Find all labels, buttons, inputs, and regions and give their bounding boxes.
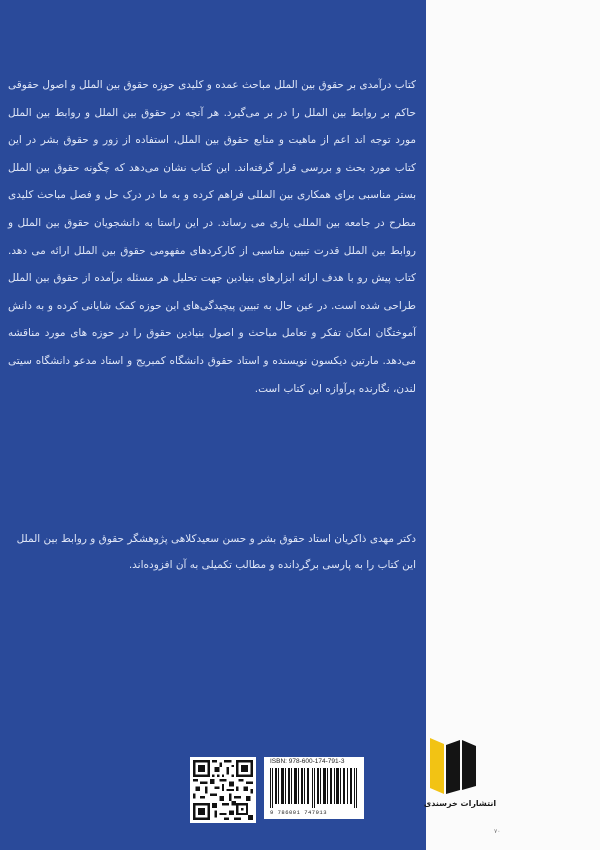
barcode-digits: 9 786001 747913 xyxy=(270,809,328,816)
page-mark: ۷۰ xyxy=(494,828,501,835)
isbn-label: ISBN: 978-600-174-791-3 xyxy=(270,758,345,765)
publisher-name: انتشارات خرسندی xyxy=(423,799,497,808)
barcode-bars xyxy=(270,768,358,808)
qr-code xyxy=(190,757,256,823)
book-description: کتاب درآمدی بر حقوق بین الملل مباحث عمده و کلیدی حوزه حقوق بین الملل و اصول حقوقی حاکم بر روابط بین الملل را در بر می‌گیرد. هر آنچه در حقوق بین الملل و روابط بین الملل مورد توجه اند اعم از ماهیت و منابع حقوق بین الملل، استفاده از زور و حقوق بشر در این کتاب مورد بحث و بررسی قرار گرفته‌اند. این کتاب نشان می‌دهد که چگونه حقوق بین الملل بستر مناسبی برای همکاری بین المللی فراهم کرده و به ما در درک حل و فصل مباحث کلیدی مطرح در جامعه بین المللی یاری می رساند. در این راستا به دانشجویان حقوق بین الملل و روابط بین الملل قدرت تبیین مناسبی از کارکردهای مفهومی حقوق بین الملل ارائه می دهد. کتاب پیش رو با هدف ارائه ابزارهای بنیادین جهت تحلیل هر مسئله برآمده از حقوق بین الملل طراحی شده است. در عین حال به تبیین پیچیدگی‌های این حوزه کمک شایانی کرده و به دانش آموختگان امکان تفکر و تعامل مباحث و اصول بنیادین حقوق را در حوزه های مورد مناقشه می‌دهد. مارتین دیکسون نویسنده و استاد حقوق دانشگاه کمبریج و استاد مدعو دانشگاه سیتی لندن، نگارنده پرآوازه این کتاب است. xyxy=(8,79,416,395)
isbn-barcode xyxy=(264,757,364,819)
spine-margin xyxy=(426,0,600,850)
translators-note: دکتر مهدی ذاکریان استاد حقوق بشر و حسن سعیدکلاهی پژوهشگر حقوق و روابط بین الملل این کتاب را به پارسی برگردانده و مطالب تکمیلی به آن افزوده‌اند. xyxy=(16,533,416,571)
publisher-logo-icon xyxy=(430,738,478,794)
